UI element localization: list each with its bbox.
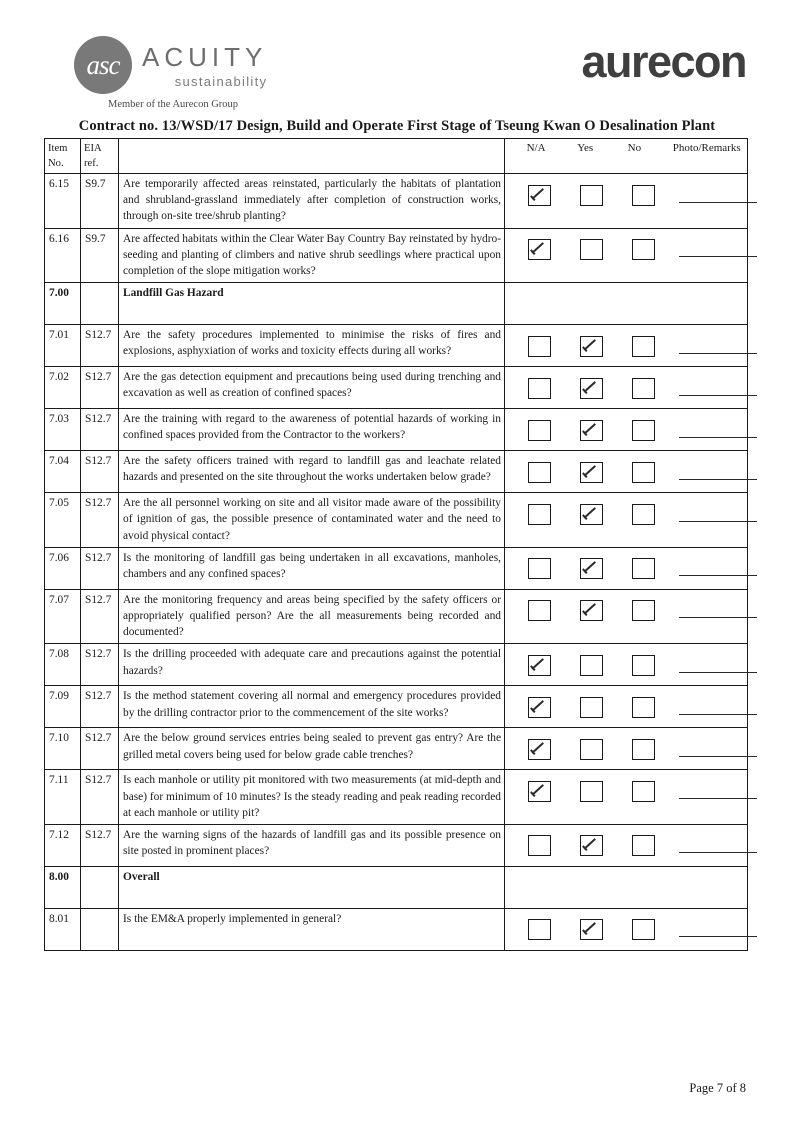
row-eia-reference: S9.7 <box>81 174 119 229</box>
row-eia-reference <box>81 283 119 325</box>
row-answer-cell <box>505 451 748 493</box>
aurecon-logo <box>581 36 746 88</box>
remarks-write-in-line[interactable] <box>679 423 757 438</box>
checkbox-no[interactable] <box>632 336 655 357</box>
row-item-number: 7.00 <box>45 283 81 325</box>
checkbox-yes[interactable] <box>580 239 603 260</box>
checkbox-no[interactable] <box>632 420 655 441</box>
table-header-row <box>45 139 748 174</box>
remarks-write-in-line[interactable] <box>679 339 757 354</box>
remarks-write-in-line[interactable] <box>679 381 757 396</box>
remarks-write-in-line[interactable] <box>679 507 757 522</box>
checkbox-no[interactable] <box>632 697 655 718</box>
row-item-number: 7.08 <box>45 644 81 686</box>
row-question-text: Is the drilling proceeded with adequate care and precautions against the potential hazards? <box>119 644 505 686</box>
row-eia-reference: S12.7 <box>81 728 119 770</box>
row-answer-cell <box>505 770 748 825</box>
remarks-write-in-line[interactable] <box>679 700 757 715</box>
table-row <box>45 686 748 728</box>
row-question-text: Is the method statement covering all normal and emergency procedures provided by the drilling contractor prior to the commencement of the site works? <box>119 686 505 728</box>
table-row <box>45 644 748 686</box>
table-row <box>45 493 748 548</box>
row-item-number: 7.12 <box>45 824 81 866</box>
acuity-brand-text: ACUITY <box>142 42 268 72</box>
row-answer-cell <box>505 824 748 866</box>
checkbox-yes[interactable] <box>580 697 603 718</box>
checkbox-yes[interactable] <box>580 378 603 399</box>
row-question-text: Is the EM&A properly implemented in general? <box>119 908 505 950</box>
checkbox-na[interactable] <box>528 504 551 525</box>
row-answer-cell <box>505 283 748 325</box>
row-eia-reference: S12.7 <box>81 367 119 409</box>
remarks-write-in-line[interactable] <box>679 742 757 757</box>
checkbox-yes[interactable] <box>580 462 603 483</box>
row-item-number: 6.16 <box>45 228 81 283</box>
row-eia-reference: S12.7 <box>81 589 119 644</box>
checkbox-na[interactable] <box>528 462 551 483</box>
column-header-eia: EIA ref. <box>81 139 119 174</box>
row-item-number: 7.04 <box>45 451 81 493</box>
row-item-number: 7.11 <box>45 770 81 825</box>
checkbox-no[interactable] <box>632 558 655 579</box>
checkbox-yes[interactable] <box>580 336 603 357</box>
checkbox-na[interactable] <box>528 558 551 579</box>
table-row <box>45 728 748 770</box>
row-question-text: Are the training with regard to the awareness of potential hazards of working in confined spaces provided from the Contractor to the workers? <box>119 409 505 451</box>
table-row <box>45 908 748 950</box>
row-answer-cell <box>505 547 748 589</box>
row-question-text: Overall <box>119 866 505 908</box>
table-row <box>45 228 748 283</box>
checkbox-no[interactable] <box>632 919 655 940</box>
remarks-write-in-line[interactable] <box>679 242 757 257</box>
row-question-text: Are the all personnel working on site and all visitor made aware of the possibility of ignition of gas, the possible presence of contaminated water and the need to avoid physical contact? <box>119 493 505 548</box>
table-row <box>45 325 748 367</box>
remarks-write-in-line[interactable] <box>679 922 757 937</box>
row-eia-reference: S12.7 <box>81 409 119 451</box>
row-question-text: Are the warning signs of the hazards of landfill gas and its possible presence on site posted in prominent places? <box>119 824 505 866</box>
checkbox-no[interactable] <box>632 655 655 676</box>
table-row <box>45 770 748 825</box>
checkbox-na[interactable] <box>528 600 551 621</box>
checkbox-no[interactable] <box>632 185 655 206</box>
row-answer-cell <box>505 367 748 409</box>
checkbox-na[interactable] <box>528 919 551 940</box>
column-header-remarks-label: Photo/Remarks <box>672 142 741 154</box>
checkbox-na[interactable] <box>528 697 551 718</box>
page-number-label: Page 7 of 8 <box>689 1081 746 1095</box>
row-item-number: 7.03 <box>45 409 81 451</box>
table-section-row <box>45 866 748 908</box>
row-eia-reference: S12.7 <box>81 493 119 548</box>
column-header-item-sub-label: No. <box>48 158 64 170</box>
row-eia-reference <box>81 908 119 950</box>
member-of-group-text: Member of the Aurecon Group <box>108 99 239 110</box>
table-row <box>45 367 748 409</box>
checkbox-no[interactable] <box>632 462 655 483</box>
table-row <box>45 451 748 493</box>
row-question-text: Landfill Gas Hazard <box>119 283 505 325</box>
row-answer-cell <box>505 686 748 728</box>
checkbox-na[interactable] <box>528 655 551 676</box>
row-question-text: Are the safety procedures implemented to minimise the risks of fires and explosions, asphyxiation of works and toxicity effects during all works? <box>119 325 505 367</box>
column-header-no-label: No <box>627 142 642 154</box>
row-item-number: 7.02 <box>45 367 81 409</box>
acuity-tagline-text: sustainability <box>174 74 268 89</box>
checkbox-yes[interactable] <box>580 919 603 940</box>
row-item-number: 8.01 <box>45 908 81 950</box>
remarks-write-in-line[interactable] <box>679 784 757 799</box>
acuity-wordmark <box>142 36 267 89</box>
table-section-row <box>45 283 748 325</box>
row-item-number: 8.00 <box>45 866 81 908</box>
checkbox-no[interactable] <box>632 239 655 260</box>
acuity-logo <box>74 36 267 94</box>
row-question-text: Are the monitoring frequency and areas being specified by the safety officers or appropriately qualified person? Are the all measurements being recorded and documented? <box>119 589 505 644</box>
row-item-number: 7.07 <box>45 589 81 644</box>
checkbox-na[interactable] <box>528 336 551 357</box>
row-answer-cell <box>505 493 748 548</box>
row-item-number: 6.15 <box>45 174 81 229</box>
row-question-text: Are the below ground services entries being sealed to prevent gas entry? Are the grilled metal covers being used for below grade cable trenches? <box>119 728 505 770</box>
row-question-text: Are temporarily affected areas reinstated, particularly the habitats of plantation and shrubland-grassland immediately after completion of construction works, through on-site tree/shrub planting? <box>119 174 505 229</box>
row-question-text: Are the gas detection equipment and precautions being used during trenching and excavation as well as creation of confined spaces? <box>119 367 505 409</box>
row-item-number: 7.06 <box>45 547 81 589</box>
row-eia-reference: S12.7 <box>81 451 119 493</box>
row-eia-reference: S12.7 <box>81 325 119 367</box>
row-item-number: 7.10 <box>45 728 81 770</box>
row-eia-reference: S12.7 <box>81 644 119 686</box>
checkbox-yes[interactable] <box>580 781 603 802</box>
table-row <box>45 174 748 229</box>
row-question-text: Are affected habitats within the Clear Water Bay Country Bay reinstated by hydro-seeding and planting of climbers and native shrub seedlings where practical upon completion of the slope mitigation works? <box>119 228 505 283</box>
table-row <box>45 547 748 589</box>
row-answer-cell <box>505 589 748 644</box>
column-header-question <box>119 139 505 174</box>
page-title: Contract no. 13/WSD/17 Design, Build and Operate First Stage of Tseung Kwan O Desalination Plant <box>78 118 716 134</box>
row-item-number: 7.09 <box>45 686 81 728</box>
column-header-na-label: N/A <box>526 142 546 154</box>
row-answer-cell <box>505 228 748 283</box>
row-eia-reference: S12.7 <box>81 547 119 589</box>
remarks-write-in-line[interactable] <box>679 603 757 618</box>
row-answer-cell <box>505 908 748 950</box>
checkbox-yes[interactable] <box>580 655 603 676</box>
page-footer <box>689 1081 746 1096</box>
column-header-item-label: Item <box>48 143 68 154</box>
remarks-write-in-line[interactable] <box>679 838 757 853</box>
row-eia-reference: S12.7 <box>81 770 119 825</box>
checkbox-no[interactable] <box>632 781 655 802</box>
table-row <box>45 589 748 644</box>
checkbox-no[interactable] <box>632 378 655 399</box>
aurecon-wordmark-text: aurecon <box>581 36 746 87</box>
checkbox-na[interactable] <box>528 420 551 441</box>
checkbox-yes[interactable] <box>580 600 603 621</box>
row-question-text: Are the safety officers trained with regard to landfill gas and leachate related hazards and presented on the site throughout the works undertaken below grade? <box>119 451 505 493</box>
checkbox-no[interactable] <box>632 739 655 760</box>
checkbox-no[interactable] <box>632 504 655 525</box>
row-answer-cell <box>505 728 748 770</box>
row-answer-cell <box>505 409 748 451</box>
row-eia-reference: S12.7 <box>81 686 119 728</box>
checkbox-na[interactable] <box>528 739 551 760</box>
column-header-yes-label: Yes <box>577 142 594 154</box>
row-answer-cell <box>505 325 748 367</box>
row-eia-reference <box>81 866 119 908</box>
checkbox-na[interactable] <box>528 835 551 856</box>
checkbox-yes[interactable] <box>580 739 603 760</box>
asc-monogram-icon: asc <box>74 36 132 94</box>
row-answer-cell <box>505 866 748 908</box>
checkbox-yes[interactable] <box>580 420 603 441</box>
row-eia-reference: S12.7 <box>81 824 119 866</box>
remarks-write-in-line[interactable] <box>679 465 757 480</box>
inspection-checklist-table <box>44 138 748 951</box>
checkbox-na[interactable] <box>528 185 551 206</box>
row-answer-cell <box>505 174 748 229</box>
row-item-number: 7.05 <box>45 493 81 548</box>
row-eia-reference: S9.7 <box>81 228 119 283</box>
checkbox-no[interactable] <box>632 835 655 856</box>
checkbox-yes[interactable] <box>580 504 603 525</box>
remarks-write-in-line[interactable] <box>679 561 757 576</box>
checkbox-yes[interactable] <box>580 185 603 206</box>
checkbox-yes[interactable] <box>580 835 603 856</box>
remarks-write-in-line[interactable] <box>679 658 757 673</box>
checkbox-no[interactable] <box>632 600 655 621</box>
row-answer-cell <box>505 644 748 686</box>
column-header-checkboxes <box>505 139 748 174</box>
checkbox-na[interactable] <box>528 378 551 399</box>
table-row <box>45 409 748 451</box>
table-row <box>45 824 748 866</box>
row-question-text: Is each manhole or utility pit monitored with two measurements (at mid-depth and base) for minimum of 10 minutes? Is the steady reading and peak reading recorded at each manhole or utility pit? <box>119 770 505 825</box>
remarks-write-in-line[interactable] <box>679 188 757 203</box>
row-item-number: 7.01 <box>45 325 81 367</box>
checkbox-na[interactable] <box>528 781 551 802</box>
row-question-text: Is the monitoring of landfill gas being undertaken in all excavations, manholes, chambers and any confined spaces? <box>119 547 505 589</box>
checkbox-yes[interactable] <box>580 558 603 579</box>
column-header-item <box>45 139 81 174</box>
checkbox-na[interactable] <box>528 239 551 260</box>
page-header <box>0 0 794 118</box>
